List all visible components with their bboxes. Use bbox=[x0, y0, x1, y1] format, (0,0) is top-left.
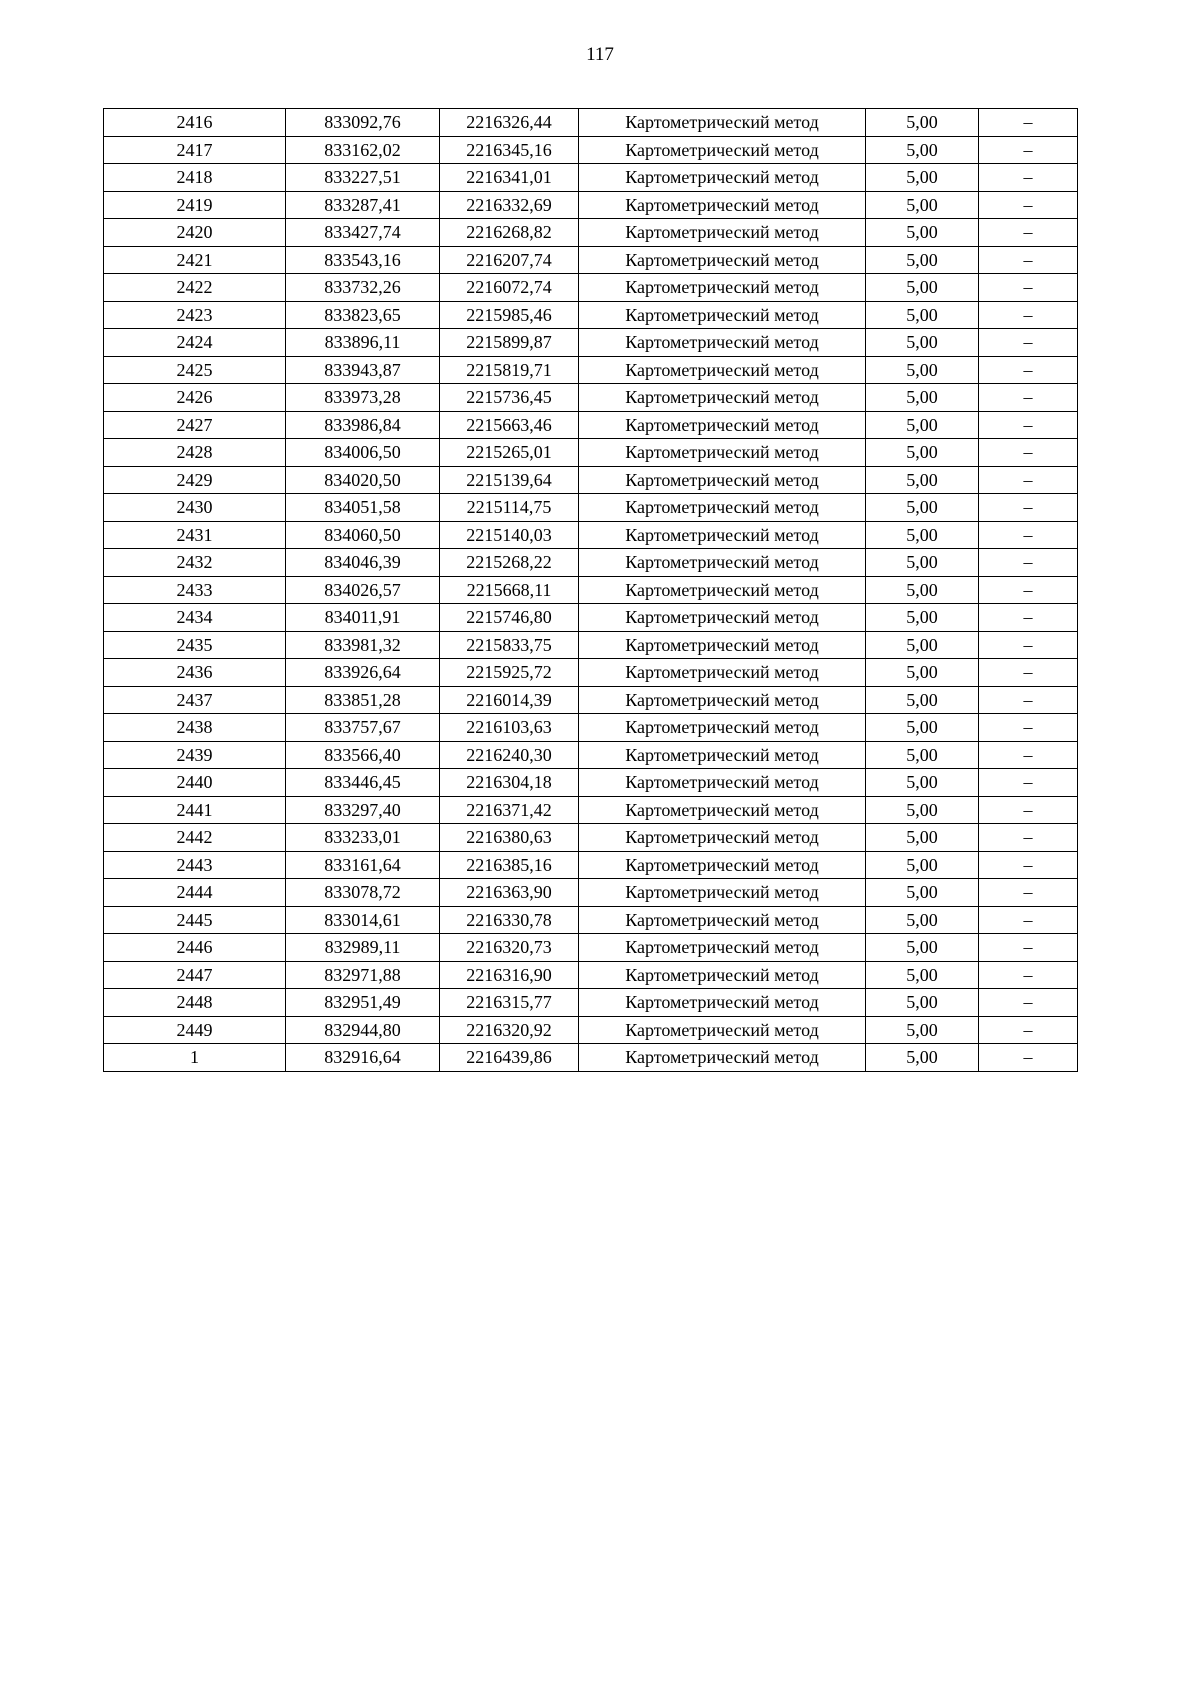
point-number-cell: 2449 bbox=[104, 1016, 286, 1044]
method-cell: Картометрический метод bbox=[579, 686, 866, 714]
note-cell: – bbox=[979, 824, 1078, 852]
note-cell: – bbox=[979, 136, 1078, 164]
accuracy-cell: 5,00 bbox=[866, 824, 979, 852]
y-coordinate-cell: 2216330,78 bbox=[440, 906, 579, 934]
table-row bbox=[104, 109, 1078, 137]
note-cell: – bbox=[979, 521, 1078, 549]
y-coordinate-cell: 2215925,72 bbox=[440, 659, 579, 687]
x-coordinate-cell: 833092,76 bbox=[286, 109, 440, 137]
y-coordinate-cell: 2215114,75 bbox=[440, 494, 579, 522]
table-row bbox=[104, 906, 1078, 934]
table-row bbox=[104, 659, 1078, 687]
method-cell: Картометрический метод bbox=[579, 906, 866, 934]
x-coordinate-cell: 833287,41 bbox=[286, 191, 440, 219]
note-cell: – bbox=[979, 494, 1078, 522]
table-row bbox=[104, 576, 1078, 604]
table-row bbox=[104, 439, 1078, 467]
x-coordinate-cell: 833823,65 bbox=[286, 301, 440, 329]
table-row bbox=[104, 219, 1078, 247]
accuracy-cell: 5,00 bbox=[866, 136, 979, 164]
y-coordinate-cell: 2216363,90 bbox=[440, 879, 579, 907]
accuracy-cell: 5,00 bbox=[866, 109, 979, 137]
note-cell: – bbox=[979, 576, 1078, 604]
table-row bbox=[104, 411, 1078, 439]
accuracy-cell: 5,00 bbox=[866, 329, 979, 357]
table-row bbox=[104, 164, 1078, 192]
note-cell: – bbox=[979, 989, 1078, 1017]
y-coordinate-cell: 2216304,18 bbox=[440, 769, 579, 797]
point-number-cell: 2447 bbox=[104, 961, 286, 989]
x-coordinate-cell: 832916,64 bbox=[286, 1044, 440, 1072]
page-number: 117 bbox=[586, 44, 614, 65]
accuracy-cell: 5,00 bbox=[866, 741, 979, 769]
point-number-cell: 2448 bbox=[104, 989, 286, 1017]
table-row bbox=[104, 246, 1078, 274]
point-number-cell: 2419 bbox=[104, 191, 286, 219]
method-cell: Картометрический метод bbox=[579, 136, 866, 164]
method-cell: Картометрический метод bbox=[579, 714, 866, 742]
accuracy-cell: 5,00 bbox=[866, 851, 979, 879]
x-coordinate-cell: 834046,39 bbox=[286, 549, 440, 577]
point-number-cell: 2422 bbox=[104, 274, 286, 302]
accuracy-cell: 5,00 bbox=[866, 494, 979, 522]
note-cell: – bbox=[979, 246, 1078, 274]
point-number-cell: 2443 bbox=[104, 851, 286, 879]
note-cell: – bbox=[979, 851, 1078, 879]
accuracy-cell: 5,00 bbox=[866, 604, 979, 632]
method-cell: Картометрический метод bbox=[579, 164, 866, 192]
note-cell: – bbox=[979, 961, 1078, 989]
y-coordinate-cell: 2215819,71 bbox=[440, 356, 579, 384]
x-coordinate-cell: 834060,50 bbox=[286, 521, 440, 549]
accuracy-cell: 5,00 bbox=[866, 796, 979, 824]
method-cell: Картометрический метод bbox=[579, 246, 866, 274]
table-row bbox=[104, 466, 1078, 494]
point-number-cell: 2421 bbox=[104, 246, 286, 274]
y-coordinate-cell: 2215746,80 bbox=[440, 604, 579, 632]
method-cell: Картометрический метод bbox=[579, 466, 866, 494]
y-coordinate-cell: 2216103,63 bbox=[440, 714, 579, 742]
table-row bbox=[104, 521, 1078, 549]
x-coordinate-cell: 833078,72 bbox=[286, 879, 440, 907]
y-coordinate-cell: 2216385,16 bbox=[440, 851, 579, 879]
table-row bbox=[104, 686, 1078, 714]
y-coordinate-cell: 2216316,90 bbox=[440, 961, 579, 989]
table-row bbox=[104, 769, 1078, 797]
y-coordinate-cell: 2215139,64 bbox=[440, 466, 579, 494]
table-row bbox=[104, 879, 1078, 907]
y-coordinate-cell: 2215268,22 bbox=[440, 549, 579, 577]
point-number-cell: 2441 bbox=[104, 796, 286, 824]
method-cell: Картометрический метод bbox=[579, 631, 866, 659]
x-coordinate-cell: 833227,51 bbox=[286, 164, 440, 192]
method-cell: Картометрический метод bbox=[579, 961, 866, 989]
method-cell: Картометрический метод bbox=[579, 109, 866, 137]
table-row bbox=[104, 274, 1078, 302]
note-cell: – bbox=[979, 686, 1078, 714]
y-coordinate-cell: 2216320,92 bbox=[440, 1016, 579, 1044]
note-cell: – bbox=[979, 411, 1078, 439]
accuracy-cell: 5,00 bbox=[866, 934, 979, 962]
coordinates-table-body bbox=[104, 109, 1078, 1072]
note-cell: – bbox=[979, 191, 1078, 219]
x-coordinate-cell: 834051,58 bbox=[286, 494, 440, 522]
point-number-cell: 2445 bbox=[104, 906, 286, 934]
accuracy-cell: 5,00 bbox=[866, 466, 979, 494]
y-coordinate-cell: 2216371,42 bbox=[440, 796, 579, 824]
point-number-cell: 2437 bbox=[104, 686, 286, 714]
method-cell: Картометрический метод bbox=[579, 769, 866, 797]
y-coordinate-cell: 2216240,30 bbox=[440, 741, 579, 769]
method-cell: Картометрический метод bbox=[579, 549, 866, 577]
x-coordinate-cell: 832944,80 bbox=[286, 1016, 440, 1044]
method-cell: Картометрический метод bbox=[579, 934, 866, 962]
note-cell: – bbox=[979, 301, 1078, 329]
y-coordinate-cell: 2216315,77 bbox=[440, 989, 579, 1017]
y-coordinate-cell: 2216332,69 bbox=[440, 191, 579, 219]
x-coordinate-cell: 833233,01 bbox=[286, 824, 440, 852]
accuracy-cell: 5,00 bbox=[866, 659, 979, 687]
table-row bbox=[104, 741, 1078, 769]
x-coordinate-cell: 832971,88 bbox=[286, 961, 440, 989]
table-row bbox=[104, 1016, 1078, 1044]
note-cell: – bbox=[979, 714, 1078, 742]
point-number-cell: 2425 bbox=[104, 356, 286, 384]
x-coordinate-cell: 833566,40 bbox=[286, 741, 440, 769]
y-coordinate-cell: 2216439,86 bbox=[440, 1044, 579, 1072]
y-coordinate-cell: 2215833,75 bbox=[440, 631, 579, 659]
x-coordinate-cell: 834026,57 bbox=[286, 576, 440, 604]
point-number-cell: 2431 bbox=[104, 521, 286, 549]
method-cell: Картометрический метод bbox=[579, 824, 866, 852]
y-coordinate-cell: 2216072,74 bbox=[440, 274, 579, 302]
y-coordinate-cell: 2215668,11 bbox=[440, 576, 579, 604]
x-coordinate-cell: 833161,64 bbox=[286, 851, 440, 879]
x-coordinate-cell: 833297,40 bbox=[286, 796, 440, 824]
note-cell: – bbox=[979, 356, 1078, 384]
method-cell: Картометрический метод bbox=[579, 301, 866, 329]
note-cell: – bbox=[979, 604, 1078, 632]
accuracy-cell: 5,00 bbox=[866, 191, 979, 219]
table-row bbox=[104, 961, 1078, 989]
point-number-cell: 2438 bbox=[104, 714, 286, 742]
x-coordinate-cell: 833757,67 bbox=[286, 714, 440, 742]
note-cell: – bbox=[979, 466, 1078, 494]
note-cell: – bbox=[979, 549, 1078, 577]
point-number-cell: 2429 bbox=[104, 466, 286, 494]
x-coordinate-cell: 833981,32 bbox=[286, 631, 440, 659]
method-cell: Картометрический метод bbox=[579, 411, 866, 439]
x-coordinate-cell: 834011,91 bbox=[286, 604, 440, 632]
table-row bbox=[104, 1044, 1078, 1072]
table-row bbox=[104, 796, 1078, 824]
y-coordinate-cell: 2216380,63 bbox=[440, 824, 579, 852]
accuracy-cell: 5,00 bbox=[866, 549, 979, 577]
accuracy-cell: 5,00 bbox=[866, 384, 979, 412]
method-cell: Картометрический метод bbox=[579, 494, 866, 522]
point-number-cell: 2434 bbox=[104, 604, 286, 632]
accuracy-cell: 5,00 bbox=[866, 356, 979, 384]
x-coordinate-cell: 833943,87 bbox=[286, 356, 440, 384]
note-cell: – bbox=[979, 1016, 1078, 1044]
note-cell: – bbox=[979, 879, 1078, 907]
x-coordinate-cell: 833851,28 bbox=[286, 686, 440, 714]
x-coordinate-cell: 833014,61 bbox=[286, 906, 440, 934]
note-cell: – bbox=[979, 659, 1078, 687]
accuracy-cell: 5,00 bbox=[866, 411, 979, 439]
point-number-cell: 2417 bbox=[104, 136, 286, 164]
y-coordinate-cell: 2216014,39 bbox=[440, 686, 579, 714]
x-coordinate-cell: 833543,16 bbox=[286, 246, 440, 274]
x-coordinate-cell: 833427,74 bbox=[286, 219, 440, 247]
y-coordinate-cell: 2215985,46 bbox=[440, 301, 579, 329]
method-cell: Картометрический метод bbox=[579, 1016, 866, 1044]
point-number-cell: 2439 bbox=[104, 741, 286, 769]
note-cell: – bbox=[979, 769, 1078, 797]
accuracy-cell: 5,00 bbox=[866, 686, 979, 714]
point-number-cell: 2436 bbox=[104, 659, 286, 687]
note-cell: – bbox=[979, 906, 1078, 934]
method-cell: Картометрический метод bbox=[579, 521, 866, 549]
note-cell: – bbox=[979, 109, 1078, 137]
x-coordinate-cell: 832989,11 bbox=[286, 934, 440, 962]
x-coordinate-cell: 833162,02 bbox=[286, 136, 440, 164]
point-number-cell: 2432 bbox=[104, 549, 286, 577]
y-coordinate-cell: 2215899,87 bbox=[440, 329, 579, 357]
x-coordinate-cell: 833926,64 bbox=[286, 659, 440, 687]
note-cell: – bbox=[979, 329, 1078, 357]
point-number-cell: 1 bbox=[104, 1044, 286, 1072]
point-number-cell: 2423 bbox=[104, 301, 286, 329]
table-row bbox=[104, 301, 1078, 329]
accuracy-cell: 5,00 bbox=[866, 714, 979, 742]
x-coordinate-cell: 833446,45 bbox=[286, 769, 440, 797]
x-coordinate-cell: 833896,11 bbox=[286, 329, 440, 357]
method-cell: Картометрический метод bbox=[579, 329, 866, 357]
method-cell: Картометрический метод bbox=[579, 356, 866, 384]
accuracy-cell: 5,00 bbox=[866, 521, 979, 549]
accuracy-cell: 5,00 bbox=[866, 769, 979, 797]
note-cell: – bbox=[979, 1044, 1078, 1072]
method-cell: Картометрический метод bbox=[579, 576, 866, 604]
accuracy-cell: 5,00 bbox=[866, 1016, 979, 1044]
table-row bbox=[104, 934, 1078, 962]
note-cell: – bbox=[979, 631, 1078, 659]
method-cell: Картометрический метод bbox=[579, 191, 866, 219]
note-cell: – bbox=[979, 934, 1078, 962]
method-cell: Картометрический метод bbox=[579, 219, 866, 247]
point-number-cell: 2430 bbox=[104, 494, 286, 522]
accuracy-cell: 5,00 bbox=[866, 301, 979, 329]
coordinates-table bbox=[103, 108, 1078, 1072]
table-row bbox=[104, 356, 1078, 384]
x-coordinate-cell: 833986,84 bbox=[286, 411, 440, 439]
note-cell: – bbox=[979, 164, 1078, 192]
y-coordinate-cell: 2215140,03 bbox=[440, 521, 579, 549]
table-row bbox=[104, 494, 1078, 522]
note-cell: – bbox=[979, 741, 1078, 769]
note-cell: – bbox=[979, 439, 1078, 467]
method-cell: Картометрический метод bbox=[579, 741, 866, 769]
y-coordinate-cell: 2216207,74 bbox=[440, 246, 579, 274]
y-coordinate-cell: 2215265,01 bbox=[440, 439, 579, 467]
point-number-cell: 2428 bbox=[104, 439, 286, 467]
table-row bbox=[104, 714, 1078, 742]
method-cell: Картометрический метод bbox=[579, 274, 866, 302]
note-cell: – bbox=[979, 384, 1078, 412]
accuracy-cell: 5,00 bbox=[866, 439, 979, 467]
x-coordinate-cell: 832951,49 bbox=[286, 989, 440, 1017]
point-number-cell: 2435 bbox=[104, 631, 286, 659]
table-row bbox=[104, 191, 1078, 219]
point-number-cell: 2418 bbox=[104, 164, 286, 192]
y-coordinate-cell: 2216345,16 bbox=[440, 136, 579, 164]
method-cell: Картометрический метод bbox=[579, 989, 866, 1017]
table-row bbox=[104, 824, 1078, 852]
point-number-cell: 2426 bbox=[104, 384, 286, 412]
note-cell: – bbox=[979, 274, 1078, 302]
accuracy-cell: 5,00 bbox=[866, 631, 979, 659]
x-coordinate-cell: 833732,26 bbox=[286, 274, 440, 302]
y-coordinate-cell: 2216320,73 bbox=[440, 934, 579, 962]
accuracy-cell: 5,00 bbox=[866, 164, 979, 192]
x-coordinate-cell: 834006,50 bbox=[286, 439, 440, 467]
y-coordinate-cell: 2216268,82 bbox=[440, 219, 579, 247]
accuracy-cell: 5,00 bbox=[866, 274, 979, 302]
table-row bbox=[104, 989, 1078, 1017]
accuracy-cell: 5,00 bbox=[866, 246, 979, 274]
point-number-cell: 2440 bbox=[104, 769, 286, 797]
method-cell: Картометрический метод bbox=[579, 851, 866, 879]
point-number-cell: 2446 bbox=[104, 934, 286, 962]
y-coordinate-cell: 2216326,44 bbox=[440, 109, 579, 137]
note-cell: – bbox=[979, 796, 1078, 824]
method-cell: Картометрический метод bbox=[579, 659, 866, 687]
table-row bbox=[104, 631, 1078, 659]
note-cell: – bbox=[979, 219, 1078, 247]
accuracy-cell: 5,00 bbox=[866, 219, 979, 247]
table-row bbox=[104, 329, 1078, 357]
table-row bbox=[104, 549, 1078, 577]
method-cell: Картометрический метод bbox=[579, 879, 866, 907]
accuracy-cell: 5,00 bbox=[866, 879, 979, 907]
accuracy-cell: 5,00 bbox=[866, 906, 979, 934]
x-coordinate-cell: 833973,28 bbox=[286, 384, 440, 412]
method-cell: Картометрический метод bbox=[579, 1044, 866, 1072]
point-number-cell: 2433 bbox=[104, 576, 286, 604]
accuracy-cell: 5,00 bbox=[866, 576, 979, 604]
table-row bbox=[104, 384, 1078, 412]
accuracy-cell: 5,00 bbox=[866, 989, 979, 1017]
x-coordinate-cell: 834020,50 bbox=[286, 466, 440, 494]
y-coordinate-cell: 2215736,45 bbox=[440, 384, 579, 412]
point-number-cell: 2444 bbox=[104, 879, 286, 907]
point-number-cell: 2420 bbox=[104, 219, 286, 247]
point-number-cell: 2416 bbox=[104, 109, 286, 137]
table-row bbox=[104, 136, 1078, 164]
point-number-cell: 2427 bbox=[104, 411, 286, 439]
method-cell: Картометрический метод bbox=[579, 796, 866, 824]
y-coordinate-cell: 2215663,46 bbox=[440, 411, 579, 439]
table-row bbox=[104, 851, 1078, 879]
accuracy-cell: 5,00 bbox=[866, 1044, 979, 1072]
accuracy-cell: 5,00 bbox=[866, 961, 979, 989]
method-cell: Картометрический метод bbox=[579, 604, 866, 632]
table-row bbox=[104, 604, 1078, 632]
point-number-cell: 2442 bbox=[104, 824, 286, 852]
method-cell: Картометрический метод bbox=[579, 384, 866, 412]
y-coordinate-cell: 2216341,01 bbox=[440, 164, 579, 192]
point-number-cell: 2424 bbox=[104, 329, 286, 357]
method-cell: Картометрический метод bbox=[579, 439, 866, 467]
